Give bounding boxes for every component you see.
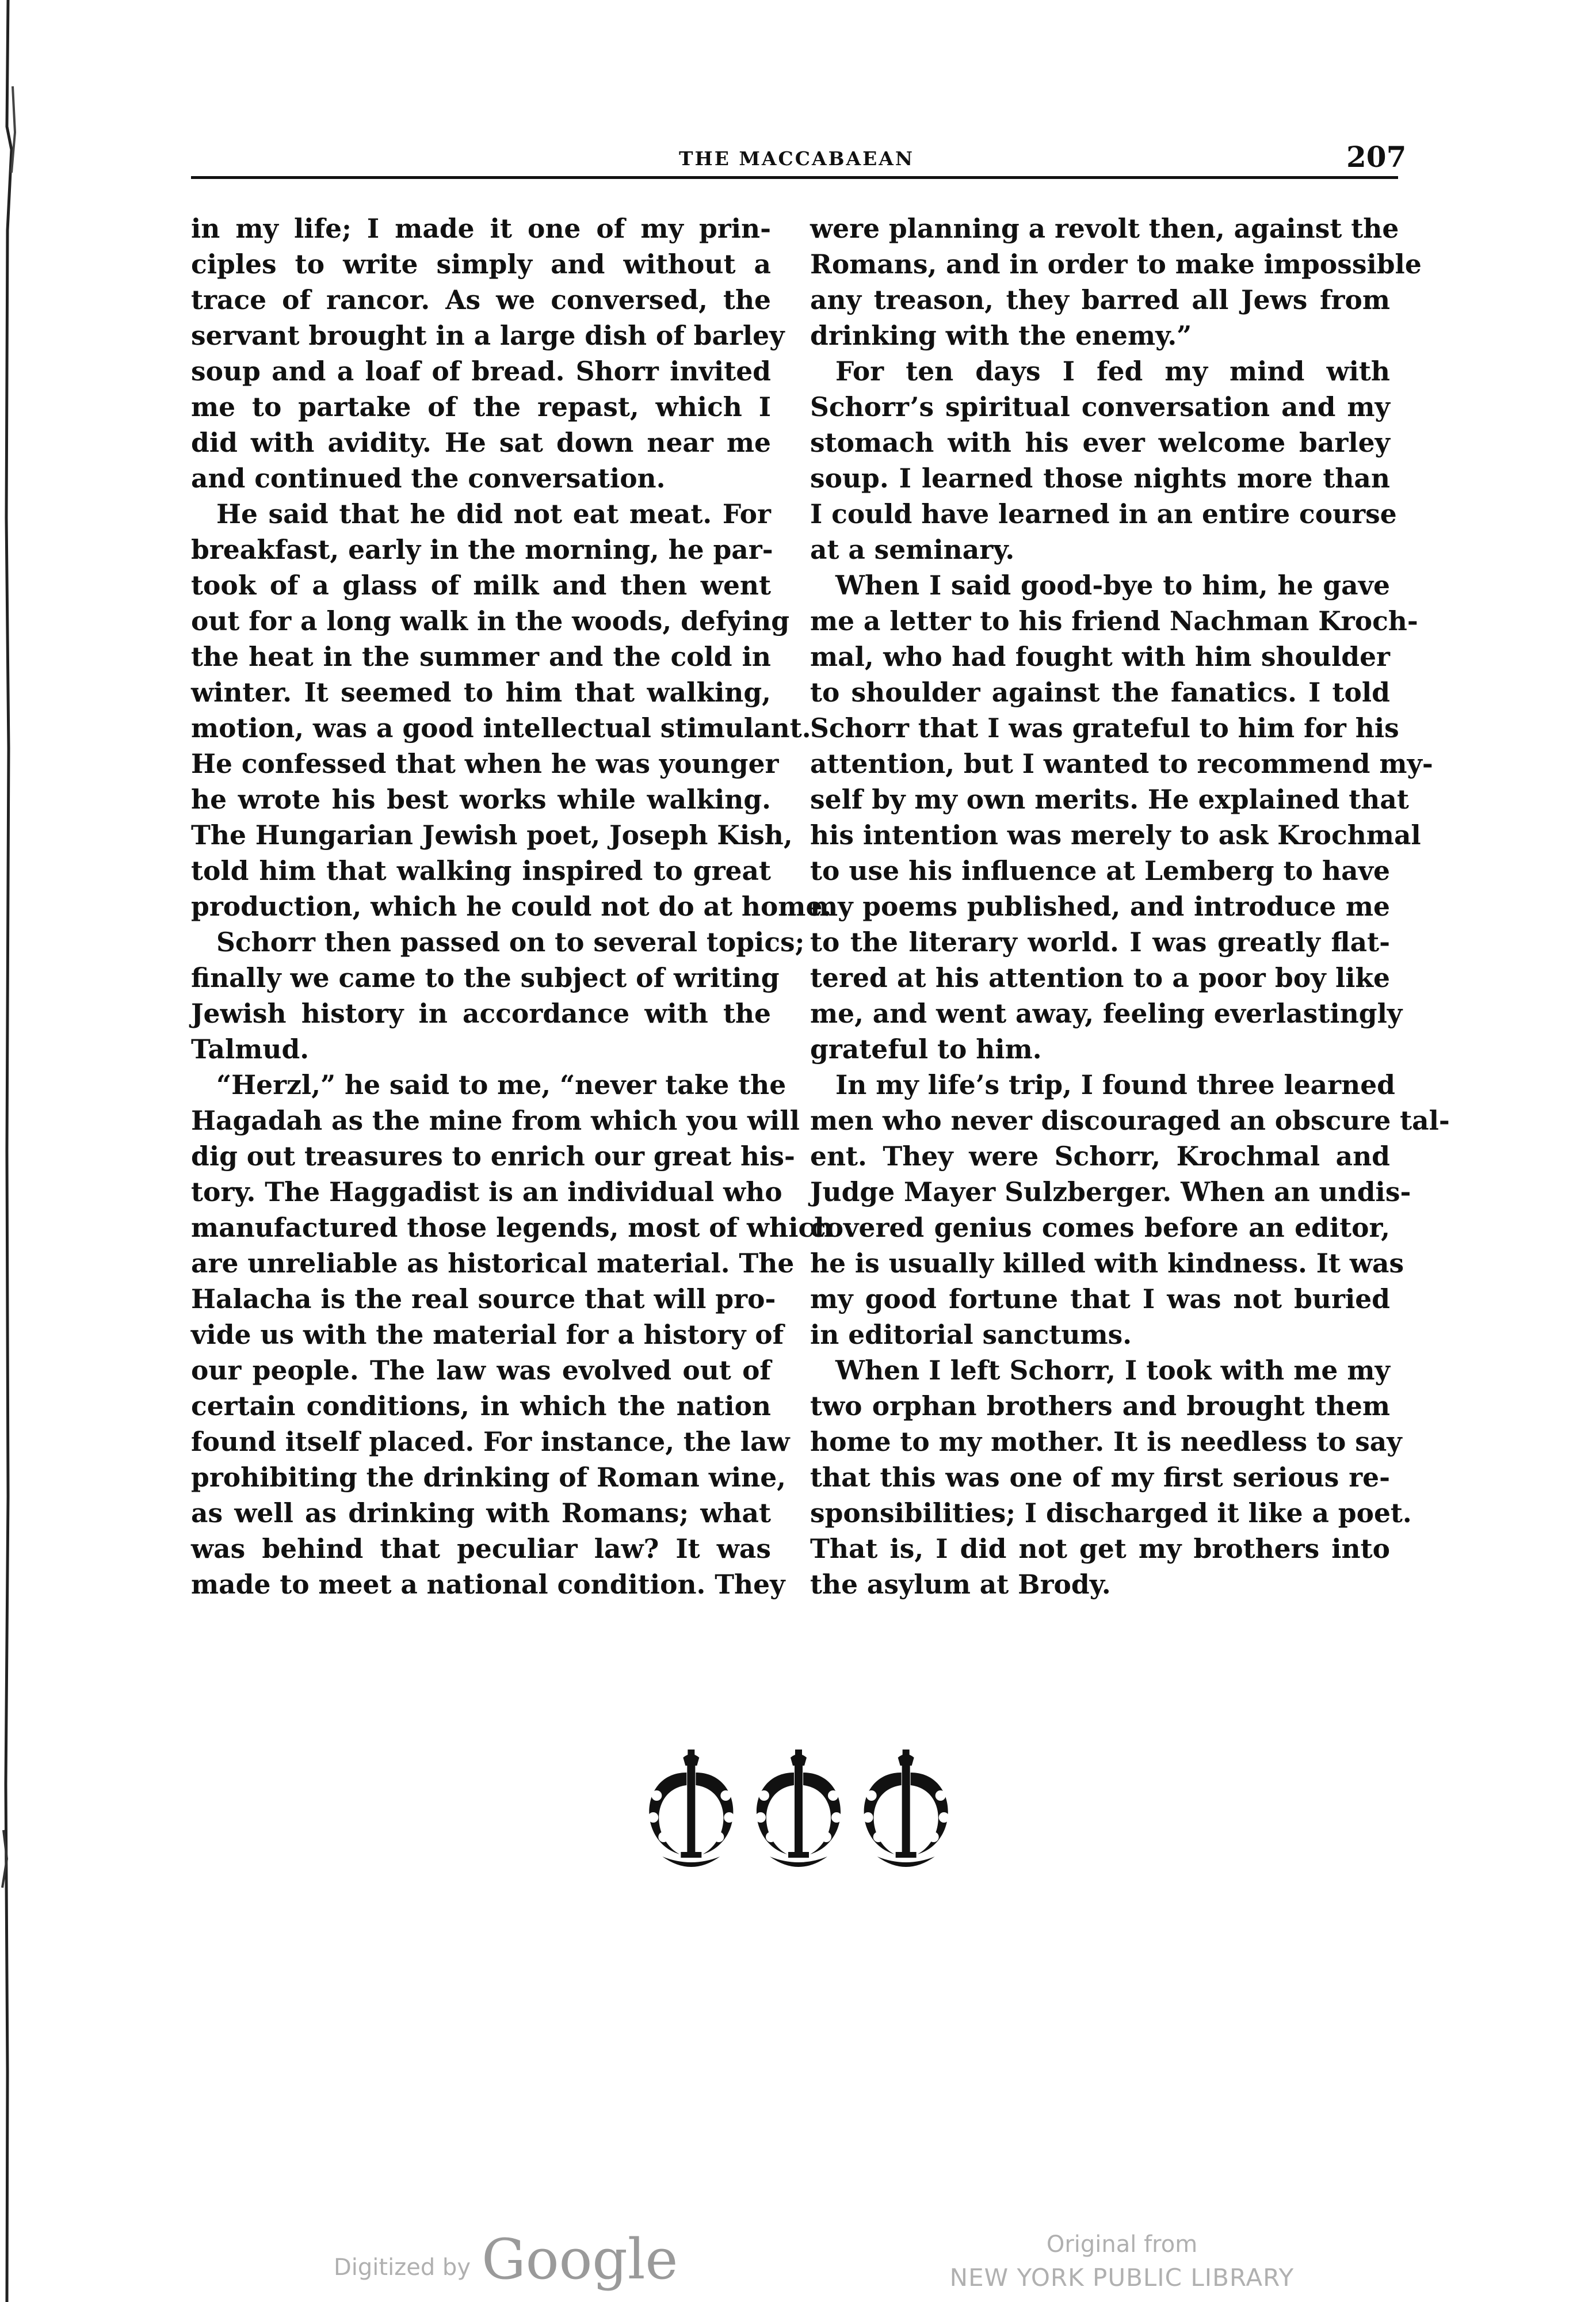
text-line: and continued the conversation. — [191, 463, 666, 494]
text-line: me a letter to his friend Nachman Kroch- — [810, 605, 1418, 637]
text-line: to use his influence at Lemberg to have — [810, 855, 1390, 886]
text-line: at a seminary. — [810, 534, 1015, 565]
text-line: my good fortune that I was not buried — [810, 1283, 1390, 1314]
text-line: found itself placed. For instance, the law — [191, 1426, 790, 1457]
binding-edge-shadow — [0, 0, 17, 2302]
text-line: Romans, and in order to make impossible — [810, 249, 1422, 280]
text-line: Judge Mayer Sulzberger. When an undis- — [810, 1176, 1411, 1207]
text-line: The Hungarian Jewish poet, Joseph Kish, — [191, 820, 793, 851]
digitized-by-notice — [334, 2227, 678, 2292]
text-line: dig out treasures to enrich our great his- — [191, 1141, 795, 1172]
text-line: vide us with the material for a history of — [191, 1319, 784, 1350]
running-header-title: THE MACCABAEAN — [679, 147, 915, 170]
text-line: certain conditions, in which the nation — [191, 1390, 771, 1421]
text-line: ciples to write simply and without a — [191, 249, 771, 280]
text-line: my poems published, and introduce me — [810, 891, 1390, 922]
text-line: his intention was merely to ask Krochmal — [810, 820, 1421, 851]
text-line: out for a long walk in the woods, defying — [191, 605, 790, 637]
text-line: production, which he could not do at home. — [191, 891, 832, 922]
text-line: as well as drinking with Romans; what — [191, 1497, 771, 1529]
text-line: In my life’s trip, I found three learned — [835, 1069, 1395, 1100]
text-line: prohibiting the drinking of Roman wine, — [191, 1462, 786, 1493]
text-line: did with avidity. He sat down near me — [191, 427, 771, 458]
text-line: was behind that peculiar law? It was — [191, 1533, 771, 1564]
text-line: sponsibilities; I discharged it like a poet. — [810, 1497, 1412, 1529]
text-line: in my life; I made it one of my prin- — [191, 213, 771, 244]
text-line: ent. They were Schorr, Krochmal and — [810, 1141, 1390, 1172]
text-line: to the literary world. I was greatly flat- — [810, 927, 1390, 958]
text-line: home to my mother. It is needless to say — [810, 1426, 1402, 1457]
right-text-column — [810, 211, 1450, 1602]
text-line: mal, who had fought with him shoulder — [810, 641, 1390, 672]
text-line: made to meet a national condition. They — [191, 1569, 785, 1600]
text-line: When I left Schorr, I took with me my — [835, 1355, 1390, 1386]
text-line: servant brought in a large dish of barley — [191, 320, 785, 351]
text-line: soup. I learned those nights more than — [810, 463, 1390, 494]
text-line: Jewish history in accordance with the — [191, 998, 771, 1029]
torch-wreath-ornament-icon — [637, 1738, 960, 1876]
text-line: That is, I did not get my brothers into — [810, 1533, 1390, 1564]
text-line: covered genius comes before an editor, — [810, 1212, 1390, 1243]
text-line: When I said good-bye to him, he gave — [835, 570, 1390, 601]
page-number: 207 — [1346, 140, 1407, 174]
text-line: to shoulder against the fanatics. I told — [810, 677, 1390, 708]
text-line: winter. It seemed to him that walking, — [191, 677, 771, 708]
text-line: stomach with his ever welcome barley — [810, 427, 1390, 458]
text-line: he is usually killed with kindness. It was — [810, 1248, 1404, 1279]
text-line: our people. The law was evolved out of — [191, 1355, 771, 1386]
text-line: He said that he did not eat meat. For — [216, 498, 771, 529]
text-line: are unreliable as historical material. The — [191, 1248, 795, 1279]
text-line: he wrote his best works while walking. — [191, 784, 771, 815]
text-line: attention, but I wanted to recommend my- — [810, 748, 1433, 779]
text-line: Hagadah as the mine from which you will — [191, 1105, 800, 1136]
text-line: Talmud. — [191, 1034, 310, 1065]
text-line: He confessed that when he was younger — [191, 748, 779, 779]
text-line: the asylum at Brody. — [810, 1569, 1111, 1600]
library-name-text: NEW YORK PUBLIC LIBRARY — [949, 2263, 1295, 2292]
text-line: breakfast, early in the morning, he par- — [191, 534, 773, 565]
original-source-notice — [932, 2228, 1312, 2295]
text-line: For ten days I fed my mind with — [835, 356, 1390, 387]
text-line: me to partake of the repast, which I — [191, 391, 771, 422]
digitized-by-text: Digitized by — [334, 2254, 471, 2281]
text-line: Schorr that I was grateful to him for his — [810, 712, 1399, 744]
text-line: any treason, they barred all Jews from — [810, 284, 1390, 315]
text-line: Halacha is the real source that will pro- — [191, 1283, 776, 1314]
text-line: two orphan brothers and brought them — [810, 1390, 1390, 1421]
header-rule — [191, 176, 1398, 179]
text-line: men who never discouraged an obscure tal- — [810, 1105, 1450, 1136]
text-line: Schorr’s spiritual conversation and my — [810, 391, 1390, 422]
text-line: tory. The Haggadist is an individual who — [191, 1176, 782, 1207]
text-line: Schorr then passed on to several topics; — [216, 927, 805, 958]
text-line: I could have learned in an entire course — [810, 498, 1397, 529]
text-line: soup and a loaf of bread. Shorr invited — [191, 356, 771, 387]
text-line: drinking with the enemy.” — [810, 320, 1192, 351]
text-line: in editorial sanctums. — [810, 1319, 1132, 1350]
text-line: “Herzl,” he said to me, “never take the — [216, 1069, 786, 1100]
text-line: me, and went away, feeling everlastingly — [810, 998, 1403, 1029]
text-line: that this was one of my first serious re- — [810, 1462, 1390, 1493]
text-line: tered at his attention to a poor boy like — [810, 962, 1390, 993]
left-text-column — [191, 211, 834, 1602]
text-line: were planning a revolt then, against the — [810, 213, 1399, 244]
original-from-text: Original from — [1046, 2231, 1198, 2258]
text-line: the heat in the summer and the cold in — [191, 641, 771, 672]
text-line: manufactured those legends, most of which — [191, 1212, 834, 1243]
text-line: motion, was a good intellectual stimulant. — [191, 712, 811, 744]
text-line: told him that walking inspired to great — [191, 855, 771, 886]
text-line: took of a glass of milk and then went — [191, 570, 771, 601]
text-line: trace of rancor. As we conversed, the — [191, 284, 771, 315]
text-line: finally we came to the subject of writing — [191, 962, 780, 993]
text-line: self by my own merits. He explained that — [810, 784, 1409, 815]
google-logo-text: Google — [482, 2227, 678, 2292]
text-line: grateful to him. — [810, 1034, 1042, 1065]
